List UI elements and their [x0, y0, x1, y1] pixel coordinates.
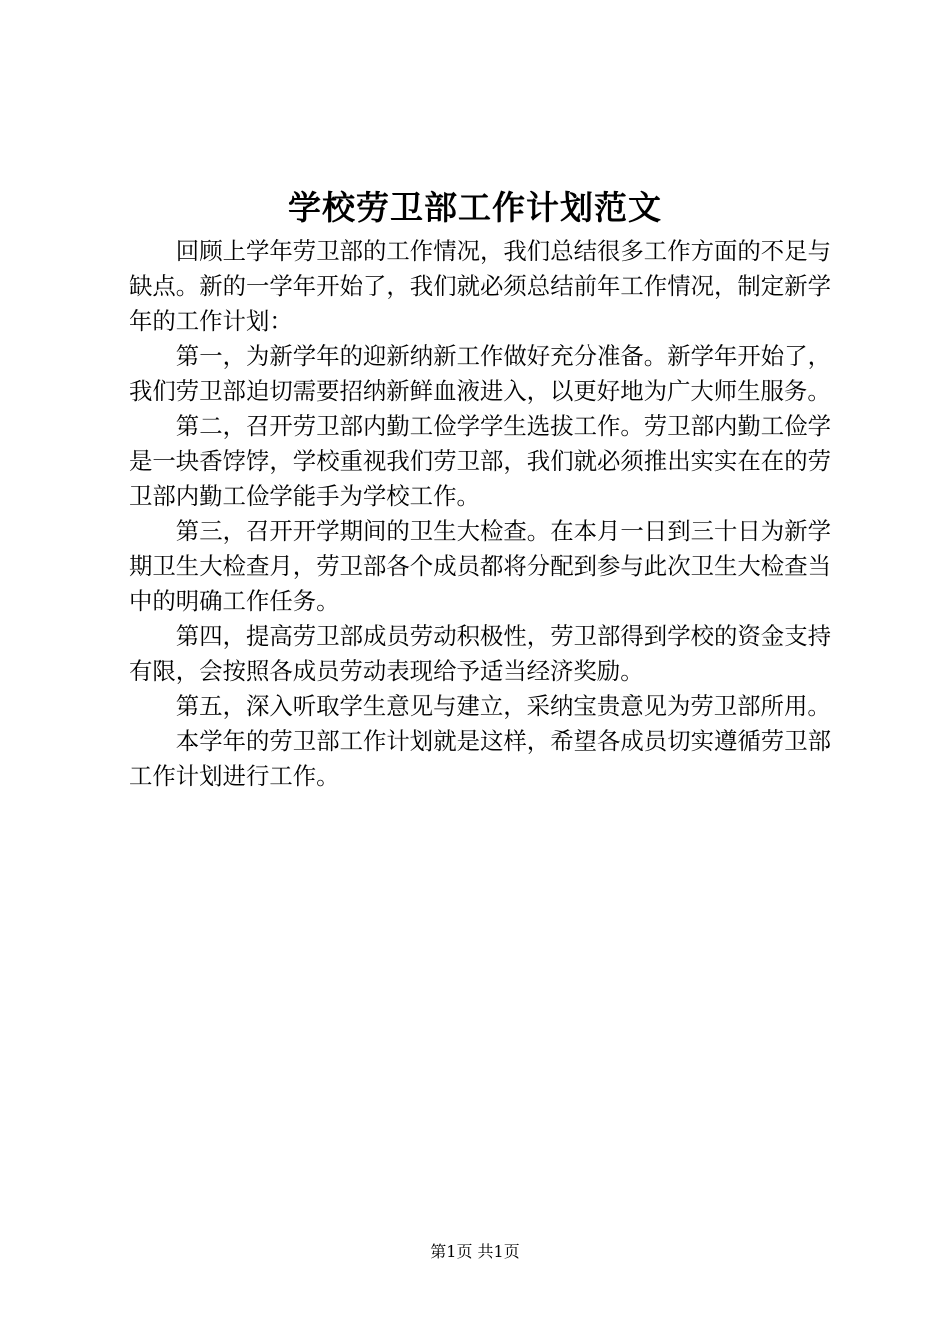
- paragraph-item-1: 第一，为新学年的迎新纳新工作做好充分准备。新学年开始了，我们劳卫部迫切需要招纳新鲜血液进入，以更好地为广大师生服务。: [129, 342, 831, 405]
- document-title: 学校劳卫部工作计划范文: [288, 188, 662, 227]
- paragraph-intro: 回顾上学年劳卫部的工作情况，我们总结很多工作方面的不足与缺点。新的一学年开始了，我们就必须总结前年工作情况，制定新学年的工作计划：: [129, 237, 831, 335]
- paragraph-item-5: 第五，深入听取学生意见与建立，采纳宝贵意见为劳卫部所用。: [175, 692, 831, 720]
- paragraph-item-3: 第三，召开开学期间的卫生大检查。在本月一日到三十日为新学期卫生大检查月，劳卫部各个成员都将分配到参与此次卫生大检查当中的明确工作任务。: [129, 517, 831, 615]
- page-footer: 第1页 共1页: [430, 1242, 520, 1261]
- paragraph-item-4: 第四，提高劳卫部成员劳动积极性，劳卫部得到学校的资金支持有限，会按照各成员劳动表现给予适当经济奖励。: [129, 622, 831, 685]
- paragraph-conclusion: 本学年的劳卫部工作计划就是这样，希望各成员切实遵循劳卫部工作计划进行工作。: [129, 727, 831, 790]
- document-body: [129, 234, 831, 794]
- paragraph-item-2: 第二，召开劳卫部内勤工俭学学生选拔工作。劳卫部内勤工俭学是一块香饽饽，学校重视我们劳卫部，我们就必须推出实实在在的劳卫部内勤工俭学能手为学校工作。: [129, 412, 831, 510]
